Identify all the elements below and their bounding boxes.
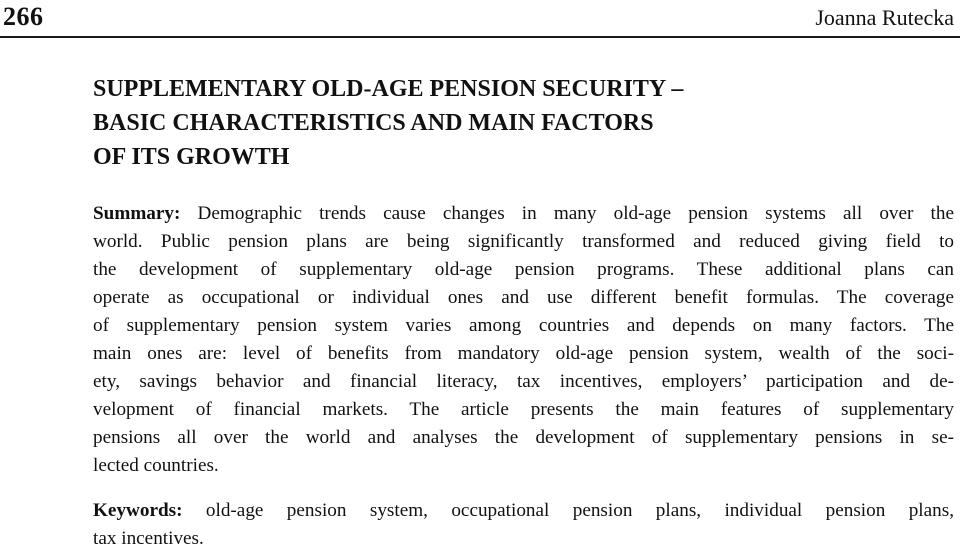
- title-line: OF ITS GROWTH: [93, 144, 290, 170]
- running-head: [0, 0, 960, 38]
- summary-line: the development of supplementary old-age pension programs. These additional plans can: [93, 259, 954, 280]
- title-line: BASIC CHARACTERISTICS AND MAIN FACTORS: [93, 110, 654, 136]
- keywords-line: tax incentives.: [93, 528, 204, 549]
- keywords-line: [93, 497, 954, 525]
- summary-line: world. Public pension plans are being significantly transformed and reduced giving field to: [93, 231, 954, 252]
- keywords-text: old-age pension system, occupational pension plans, individual pension plans,: [182, 500, 954, 521]
- summary-line: main ones are: level of benefits from mandatory old-age pension system, wealth of the soci-: [93, 343, 954, 364]
- article-title: [93, 72, 853, 174]
- summary-text: Demographic trends cause changes in many old-age pension systems all over the: [180, 203, 954, 224]
- keywords-label: Keywords:: [93, 500, 183, 521]
- keywords-paragraph: [93, 497, 954, 553]
- summary-line: pensions all over the world and analyses the development of supplementary pensions in se-: [93, 427, 954, 448]
- title-line: SUPPLEMENTARY OLD-AGE PENSION SECURITY –: [93, 76, 684, 102]
- summary-label: Summary:: [93, 203, 181, 224]
- summary-line: ety, savings behavior and financial literacy, tax incentives, employers’ participation and de-: [93, 371, 954, 392]
- summary-line: velopment of financial markets. The article presents the main features of supplementary: [93, 399, 954, 420]
- summary-paragraph: [93, 200, 954, 480]
- author-name: Joanna Rutecka: [815, 5, 954, 30]
- page-number: 266: [3, 2, 44, 31]
- summary-line: operate as occupational or individual ones and use different benefit formulas. The coverage: [93, 287, 954, 308]
- summary-line: lected countries.: [93, 455, 219, 476]
- summary-line: [93, 200, 954, 228]
- header-rule: [0, 36, 960, 38]
- summary-line: of supplementary pension system varies among countries and depends on many factors. The: [93, 315, 954, 336]
